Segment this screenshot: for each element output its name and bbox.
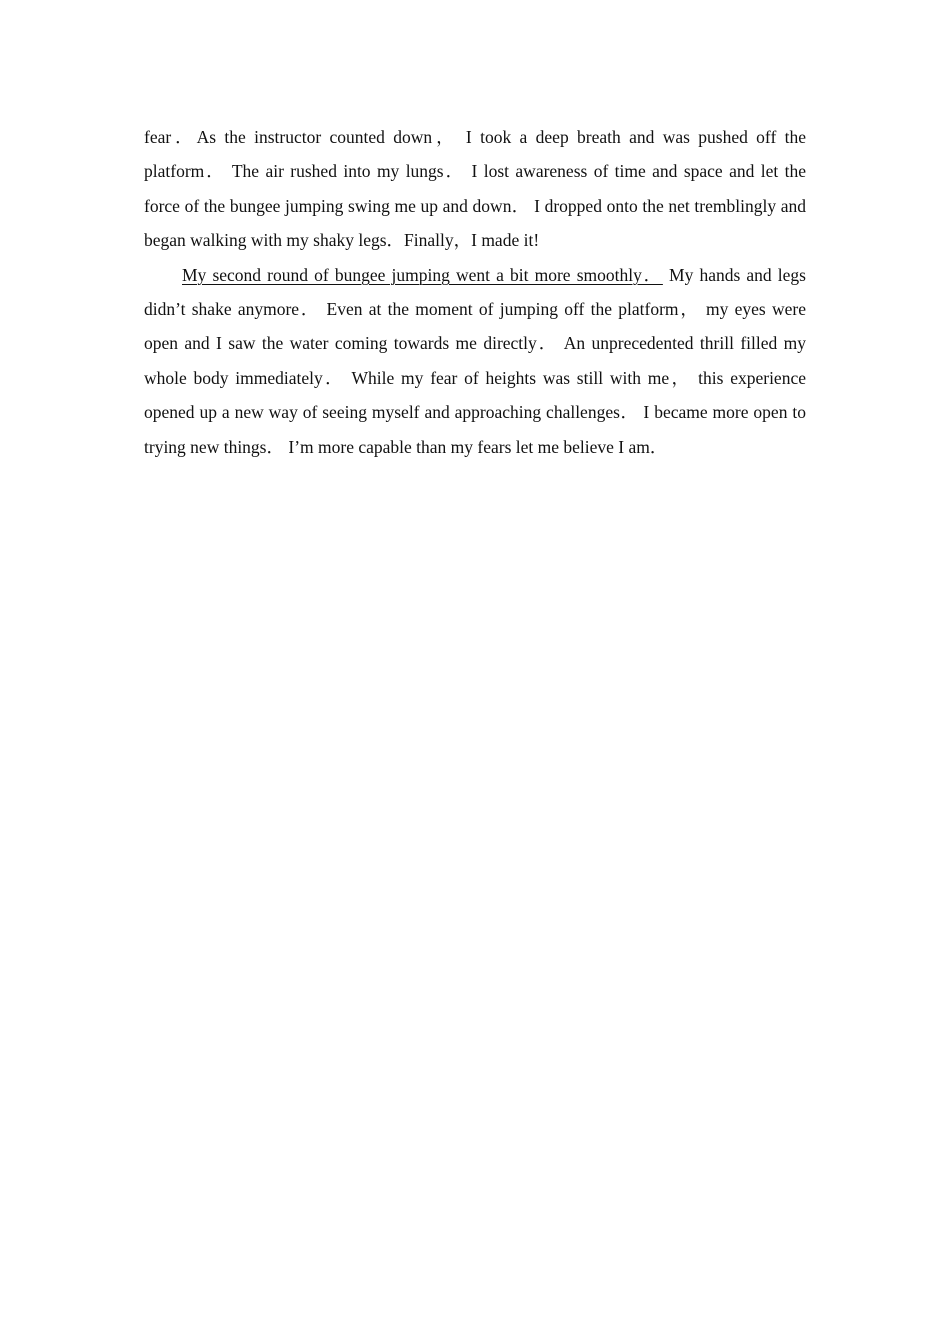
document-body [144, 120, 806, 464]
underlined-sentence: My second round of bungee jumping went a bit more smoothly． [182, 264, 663, 285]
paragraph-second-round [144, 258, 806, 464]
paragraph-continuation: fear．As the instructor counted down， I took a deep breath and was pushed off the platform． The air rushed into my lungs． I lost awareness of time and space and let the force of the bungee jumping swing me up and down． I dropped onto the net tremblingly and began walking with my shaky legs．Finally，I made it! [144, 127, 806, 251]
paragraph-text: My hands and legs didn’t shake anymore． Even at the moment of jumping off the platform， my eyes were open and I saw the water coming towards me directly． An unprecedented thrill filled my whole body immediately． While my fear of heights was still with me， this experience opened up a new way of seeing myself and approaching challenges． I became more open to trying new things． I’m more capable than my fears let me believe I am． [144, 264, 806, 457]
